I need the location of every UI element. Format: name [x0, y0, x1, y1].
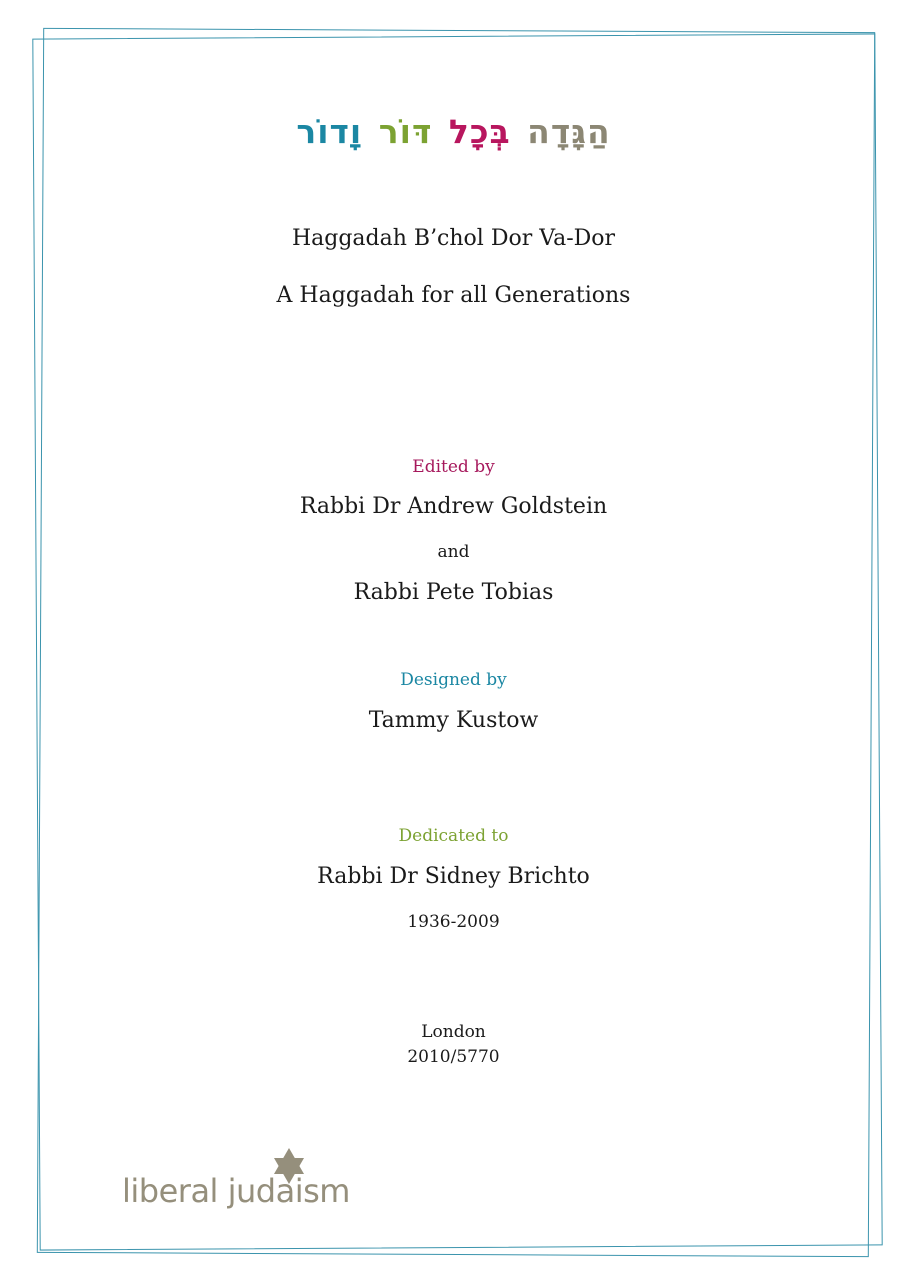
designed-by-label: Designed by: [400, 670, 507, 690]
page-border-inner: [37, 28, 875, 1257]
dedicatee-name: Rabbi Dr Sidney Brichto: [317, 864, 590, 889]
hebrew-title: [0, 112, 907, 151]
editor-name-1: Rabbi Dr Andrew Goldstein: [299, 494, 608, 519]
editor-joiner: and: [437, 542, 470, 562]
page-title: Haggadah B’chol Dor Va-Dor: [291, 226, 616, 251]
edited-by-label: Edited by: [412, 457, 495, 477]
imprint-city: London: [421, 1022, 486, 1042]
dedicated-to-label: Dedicated to: [398, 826, 509, 846]
dedicatee-years: 1936-2009: [407, 912, 500, 932]
hebrew-word-2: בְּכָל: [448, 112, 511, 151]
editor-name-2: Rabbi Pete Tobias: [353, 580, 554, 605]
imprint-year: 2010/5770: [407, 1047, 500, 1067]
liberal-judaism-logo: [122, 1146, 350, 1218]
page-subtitle: A Haggadah for all Generations: [276, 283, 631, 308]
hebrew-word-3: דּוֹר: [378, 112, 433, 151]
hebrew-word-4: וָדוֹר: [296, 112, 363, 151]
designer-name: Tammy Kustow: [368, 708, 539, 733]
logo-wordmark: liberal judaism: [122, 1172, 350, 1210]
hebrew-word-1: הַגָּדָה: [527, 112, 611, 151]
